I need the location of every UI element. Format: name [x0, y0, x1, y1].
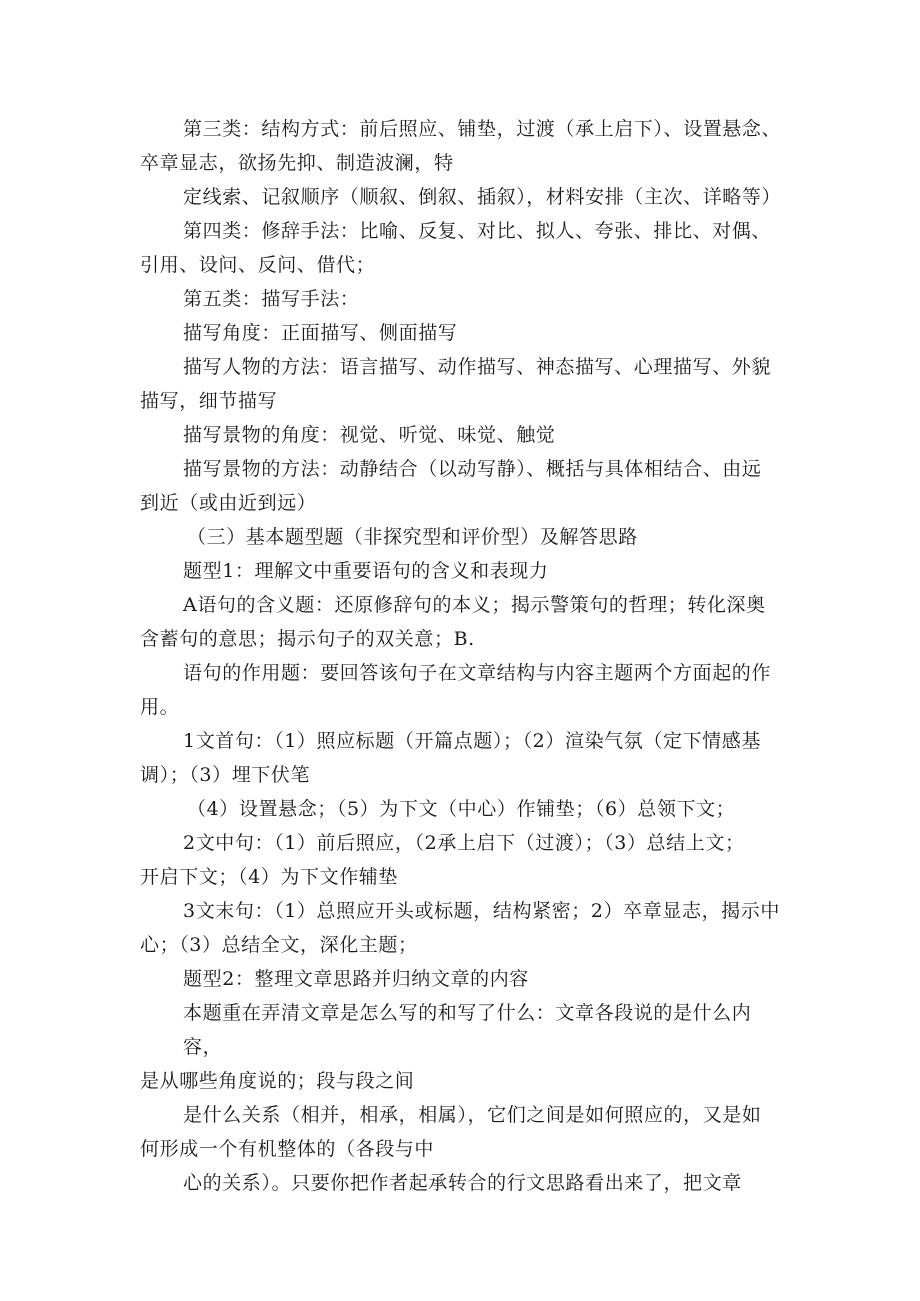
text-line: 开启下文；（4）为下文作辅垫	[140, 866, 398, 888]
text-line: 用。	[140, 696, 180, 718]
text-line: 3文末句：（1）总照应开头或标题，结构紧密；2）卒章显志，揭示中	[183, 900, 780, 922]
text-line: 含蓄句的意思；揭示句子的双关意；B.	[140, 628, 475, 650]
text-line: 到近（或由近到远）	[140, 492, 317, 514]
text-line: 心；（3）总结全文，深化主题；	[140, 934, 418, 956]
text-line: 描写，细节描写	[140, 390, 278, 412]
text-line: 题型1：理解文中重要语句的含义和表现力	[183, 560, 549, 582]
section-heading: （三）基本题型题（非探究型和评价型）及解答思路	[187, 526, 638, 548]
text-line: 是什么关系（相并，相承，相属），它们之间是如何照应的，又是如	[183, 1104, 762, 1126]
text-line: （4）设置悬念；（5）为下文（中心）作铺垫；（6）总领下文；	[187, 798, 736, 820]
text-line: 描写人物的方法：语言描写、动作描写、神态描写、心理描写、外貌	[183, 356, 772, 378]
text-line: 描写角度：正面描写、侧面描写	[183, 322, 458, 344]
text-line: 1文首句：（1）照应标题（开篇点题）；（2）渲染气氛（定下情感基	[183, 730, 761, 752]
document-body	[140, 112, 785, 1200]
text-line: 语句的作用题：要回答该句子在文章结构与内容主题两个方面起的作	[183, 662, 772, 684]
text-line: A语句的含义题：还原修辞句的本义；揭示警策句的哲理；转化深奥	[183, 594, 766, 616]
text-line: 心的关系）。只要你把作者起承转合的行文思路看出来了，把文章	[183, 1172, 742, 1194]
text-line: 定线索、记叙顺序（顺叙、倒叙、插叙），材料安排（主次、详略等）	[183, 186, 782, 208]
text-line: 是从哪些角度说的；段与段之间	[140, 1070, 415, 1092]
text-line: 描写景物的角度：视觉、听觉、味觉、触觉	[183, 424, 556, 446]
text-line: 2文中句：（1）前后照应，（2承上启下（过渡）；（3）总结上文；	[183, 832, 745, 854]
text-line: 引用、设问、反问、借代；	[140, 254, 376, 276]
text-line: 描写景物的方法：动静结合（以动写静）、概括与具体相结合、由远	[183, 458, 762, 480]
text-line: 何形成一个有机整体的（各段与中	[140, 1138, 435, 1160]
text-line: 卒章显志，欲扬先抑、制造波澜，特	[140, 152, 454, 174]
text-line: 第三类：结构方式：前后照应、铺垫，过渡（承上启下）、设置悬念、	[183, 118, 782, 140]
text-line: 题型2：整理文章思路并归纳文章的内容	[183, 968, 529, 990]
text-line: 第五类：描写手法：	[183, 288, 360, 310]
text-line: 本题重在弄清文章是怎么写的和写了什么：文章各段说的是什么内容，	[183, 1002, 752, 1058]
text-line: 第四类：修辞手法：比喻、反复、对比、拟人、夸张、排比、对偶、	[183, 220, 772, 242]
text-line: 调）；（3）埋下伏笔	[140, 764, 311, 786]
